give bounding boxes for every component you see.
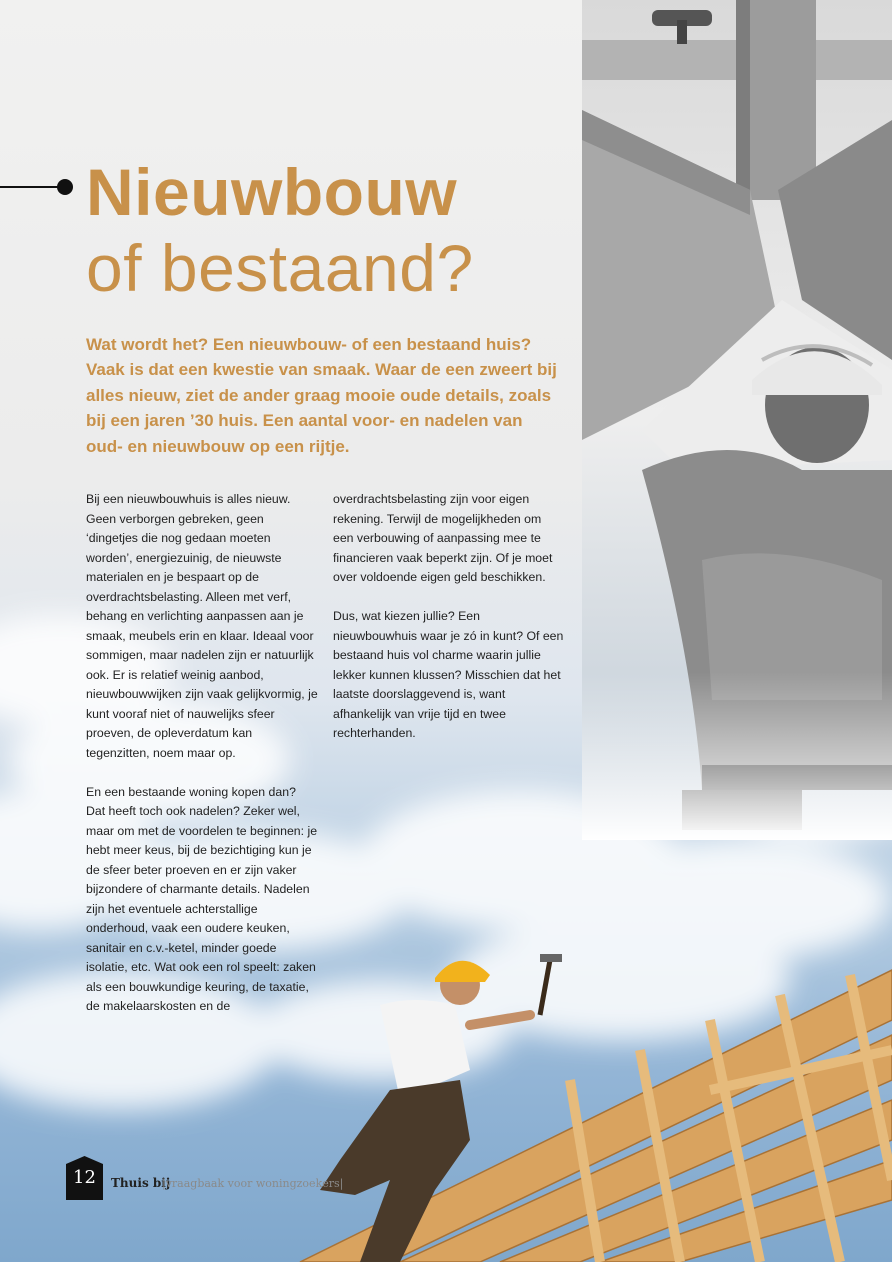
worker-lifting-beam-photo xyxy=(582,0,892,840)
title-bullet xyxy=(57,179,73,195)
body-paragraph: Bij een nieuwbouwhuis is alles nieuw. Geen verborgen gebreken, geen ‘dingetjes die nog gedaan moeten worden’, energiezuinig, de nieuwste materialen en je bespaart op de overdrachtsbelasting. Alleen met verf, behang en verlichting aanpassen aan je smaak, meubels erin en klaar. Ideaal voor sommigen, maar nadelen zijn er natuurlijk ook. Er is relatief weinig aanbod, nieuwbouwwijken zijn vaak gelijkvormig, je kunt vooraf niet of nauwelijks sfeer proeven, de opleverdatum kan tegenzitten, noem maar op. xyxy=(86,492,318,760)
body-column-right xyxy=(333,490,565,763)
footer-brand: Thuis bij xyxy=(111,1176,171,1190)
body-paragraph: overdrachtsbelasting zijn voor eigen rekening. Terwijl de mogelijkheden om een verbouwing of aanpassing mee te financieren vaak beperkt zijn. Of je moet over voldoende eigen geld beschikken. xyxy=(333,492,553,584)
roof-carpenter-photo xyxy=(240,940,892,1262)
title-line-1: Nieuwbouw xyxy=(86,155,458,229)
title-line-2: of bestaand? xyxy=(86,231,474,305)
intro-paragraph: Wat wordt het? Een nieuwbouw- of een bestaand huis? Vaak is dat een kwestie van smaak. Waar de een zweert bij alles nieuw, ziet de ander graag mooie oude details, zoals bij een jaren ’30 huis. Een aantal voor- en nadelen van oud- en nieuwbouw op een rijtje. xyxy=(86,335,557,456)
title-rule xyxy=(0,186,64,188)
page-number: 12 xyxy=(73,1167,96,1188)
body-paragraph: Dus, wat kiezen jullie? Een nieuwbouwhuis waar je zó in kunt? Of een bestaand huis vol charme waarin jullie lekker kunnen klussen? Misschien dat het laatste doorslaggevend is, want afhankelijk van vrije tijd en twee rechterhanden. xyxy=(333,609,564,740)
footer-subtitle: |vraagbaak voor woningzoekers| xyxy=(162,1177,344,1190)
body-column-left xyxy=(86,490,318,1036)
body-paragraph: En een bestaande woning kopen dan? Dat heeft toch ook nadelen? Zeker wel, maar om met de voordelen te beginnen: je hebt meer keus, bij de bezichtiging kun je de sfeer beter proeven en er zijn vaker bijzondere of charmante details. Nadelen zijn het eventuele achterstallige onderhoud, vaak een oudere keuken, sanitair en c.v.-ketel, minder goede isolatie, etc. Wat ook een rol speelt: zaken als een bouwkundige keuring, de taxatie, de makelaarskosten en de xyxy=(86,784,318,1013)
